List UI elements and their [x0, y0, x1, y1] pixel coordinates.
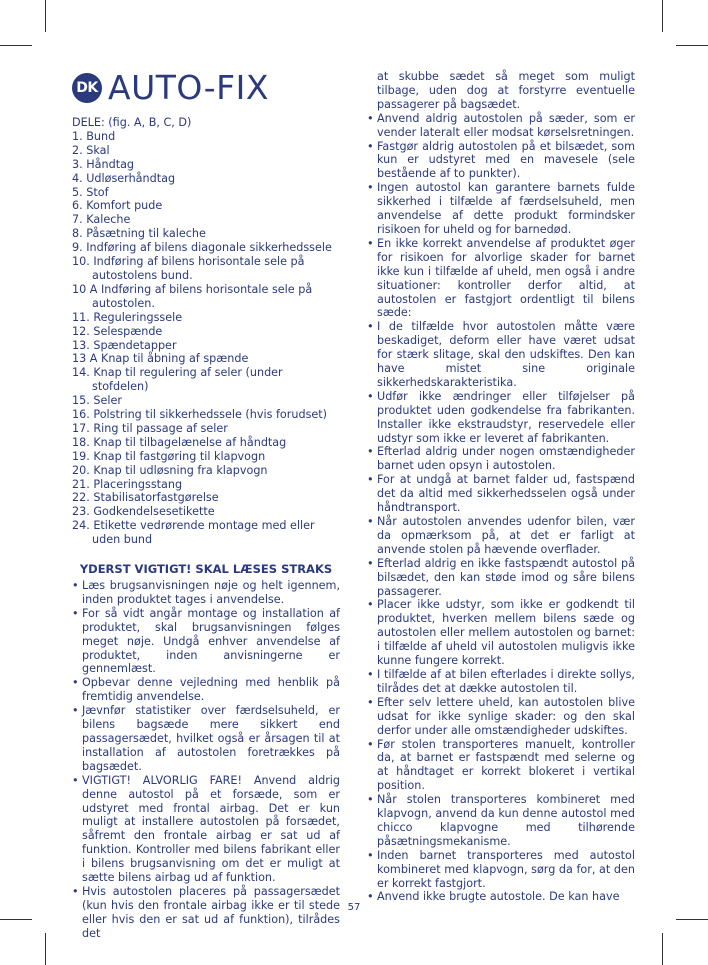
bullet-item: • I tilfælde af at bilen efterlades i direkte sollys, tilrådes det at dække autostolen til.: [367, 668, 635, 696]
bullet-item: • Anvend ikke brugte autostole. De kan have: [367, 890, 635, 904]
right-bullet-list: [367, 112, 635, 905]
list-item: 4. Udløserhåndtag: [72, 171, 176, 185]
left-column: [72, 0, 340, 941]
bullet-item: • Læs brugsanvisningen nøje og helt igennem, inden produktet tages i anvendelse.: [72, 579, 340, 607]
crop-mark: [0, 45, 32, 46]
list-item: 8. Påsætning til kaleche: [72, 227, 206, 241]
parts-label: DELE: (fig. A, B, C, D): [72, 116, 192, 129]
bullet-item: • I de tilfælde hvor autostolen måtte være beskadiget, deform eller have været udsat for stærk slitage, skal den udskiftes. Den kan have mistet sine originale sikkerhedskarakteristika.: [367, 320, 635, 390]
bullet-item: • Ingen autostol kan garantere barnets fulde sikkerhed i tilfælde af færdselsuheld, men anvendelse af dette produkt formindsker risikoen for uheld og for barnedød.: [367, 181, 635, 237]
crop-mark: [45, 0, 46, 32]
list-item: 10. Indføring af bilens horisontale sele på autostolens bund.: [72, 255, 305, 282]
bullet-item: • Hvis autostolen placeres på passagersædet (kun hvis den frontale airbag ikke er til stede eller hvis den er sat ud af funktion), tilrådes det: [72, 885, 340, 941]
parts-list: [72, 130, 340, 547]
bullet-item: • For så vidt angår montage og installation af produktet, skal brugsanvisningen følges meget nøje. Undgå enhver anvendelse af produktet, inden anvisningerne er gennemlæst.: [72, 607, 340, 677]
bullet-item: • Udfør ikke ændringer eller tilføjelser på produktet uden godkendelse fra fabrikanten. Installer ikke ekstraudstyr, reservedele eller udstyr som ikke er leveret af fabrikanten.: [367, 390, 635, 446]
list-item: 13 A Knap til åbning af spænde: [72, 352, 249, 366]
list-item: 24. Etikette vedrørende montage med eller uden bund: [72, 519, 315, 547]
bullet-item: • Opbevar denne vejledning med henblik på fremtidig anvendelse.: [72, 676, 340, 704]
bullet-item: • Jævnfør statistiker over færdselsuheld, er bilens bagsæde mere sikkert end passagersædet, hvilket også er årsagen til at installation af autostolen foretrækkes på bagsædet.: [72, 704, 340, 774]
bullet-item: • Inden barnet transporteres med autostol kombineret med klapvogn, sørg da for, at den er korrekt fastgjort.: [367, 849, 635, 891]
bullet-item: • Når stolen transporteres kombineret med klapvogn, anvend da kun denne autostol med chicco klapvogne med tilhørende påsætningsmekanisme.: [367, 793, 635, 849]
crop-mark: [662, 933, 663, 965]
list-item: 1. Bund: [72, 129, 116, 143]
list-item: 19. Knap til fastgøring til klapvogn: [72, 449, 266, 463]
list-item: 16. Polstring til sikkerhedssele (hvis forudset): [72, 408, 328, 422]
list-item: 12. Selespænde: [72, 324, 163, 338]
continued-paragraph: at skubbe sædet så meget som muligt tilbage, uden dog at forstyrre eventuelle passagerer på bagsædet.: [377, 70, 635, 111]
bullet-item: • Før stolen transporteres manuelt, kontroller da, at barnet er fastspændt med selerne og at håndtaget er korrekt blokeret i vertikal position.: [367, 738, 635, 794]
list-item: 17. Ring til passage af seler: [72, 421, 228, 435]
bullet-item: • Placer ikke udstyr, som ikke er godkendt til produktet, hverken mellem bilens sæde og autostolen eller mellem autostolen og barnet: i tilfælde af uheld vil autostolen muligvis ikke kunne fungere korrekt.: [367, 598, 635, 668]
crop-mark: [676, 919, 708, 920]
bullet-item: • Efterlad aldrig under nogen omstændigheder barnet uden opsyn i autostolen.: [367, 445, 635, 473]
list-item: 11. Reguleringssele: [72, 310, 183, 324]
crop-mark: [662, 0, 663, 32]
list-item: 5. Stof: [72, 185, 109, 199]
important-heading: YDERST VIGTIGT! SKAL LÆSES STRAKS: [79, 562, 333, 577]
crop-mark: [0, 919, 32, 920]
bullet-item: • Når autostolen anvendes udenfor bilen, vær da opmærksom på, at det er farligt at anvende stolen på hævende overflader.: [367, 515, 635, 557]
list-item: 15. Seler: [72, 394, 122, 408]
list-item: 22. Stabilisatorfastgørelse: [72, 491, 219, 505]
list-item: 6. Komfort pude: [72, 199, 163, 213]
crop-mark: [676, 45, 708, 46]
language-badge: DK: [72, 73, 102, 103]
left-bullet-list: [72, 579, 340, 941]
list-item: 20. Knap til udløsning fra klapvogn: [72, 463, 268, 477]
bullet-item: • For at undgå at barnet falder ud, fastspænd det da altid med sikkerhedsselen også under håndtransport.: [367, 473, 635, 515]
list-item: 21. Placeringsstang: [72, 477, 183, 491]
bullet-item: • VIGTIGT! ALVORLIG FARE! Anvend aldrig denne autostol på et forsæde, som er udstyret med frontal airbag. Det er kun muligt at installere autostolen på forsædet, såfremt den frontale airbag er sat ud af funktion. Kontroller med bilens fabrikant eller i bilens brugsanvisning om det er muligt at sætte bilens airbag ud af funktion.: [72, 774, 340, 885]
list-item: 10 A Indføring af bilens horisontale sele på autostolen.: [72, 282, 313, 310]
page-title: AUTO-FIX: [108, 68, 270, 107]
list-item: 13. Spændetapper: [72, 338, 177, 352]
bullet-item: • Efter selv lettere uheld, kan autostolen blive udsat for ikke synlige skader: og den skal derfor under alle omstændigheder udskiftes.: [367, 696, 635, 738]
bullet-item: • En ikke korrekt anvendelse af produktet øger for risikoen for alvorlige skader for barnet ikke kun i tilfælde af uheld, men også i andre situationer: kontroller derfor altid, at autostolen er fastgjort ordentligt til bilens sæde:: [367, 237, 635, 320]
list-item: 14. Knap til regulering af seler (under stofdelen): [72, 366, 283, 394]
bullet-item: • Anvend aldrig autostolen på sæder, som er vender lateralt eller modsat kørselsretningen.: [367, 112, 635, 140]
bullet-item: • Efterlad aldrig en ikke fastspændt autostol på bilsædet, den kan støde imod og såre bilens passagerer.: [367, 557, 635, 599]
right-column: [367, 0, 635, 904]
bullet-item: • Fastgør aldrig autostolen på et bilsædet, som kun er udstyret med en mavesele (sele bestående af to punkter).: [367, 140, 635, 182]
list-item: 18. Knap til tilbagelænelse af håndtag: [72, 435, 287, 449]
page-number: 57: [347, 902, 361, 913]
list-item: 3. Håndtag: [72, 157, 135, 171]
crop-mark: [45, 933, 46, 965]
list-item: 23. Godkendelsesetikette: [72, 505, 215, 519]
list-item: 7. Kaleche: [72, 213, 131, 227]
list-item: 9. Indføring af bilens diagonale sikkerhedssele: [72, 241, 332, 255]
list-item: 2. Skal: [72, 143, 110, 157]
